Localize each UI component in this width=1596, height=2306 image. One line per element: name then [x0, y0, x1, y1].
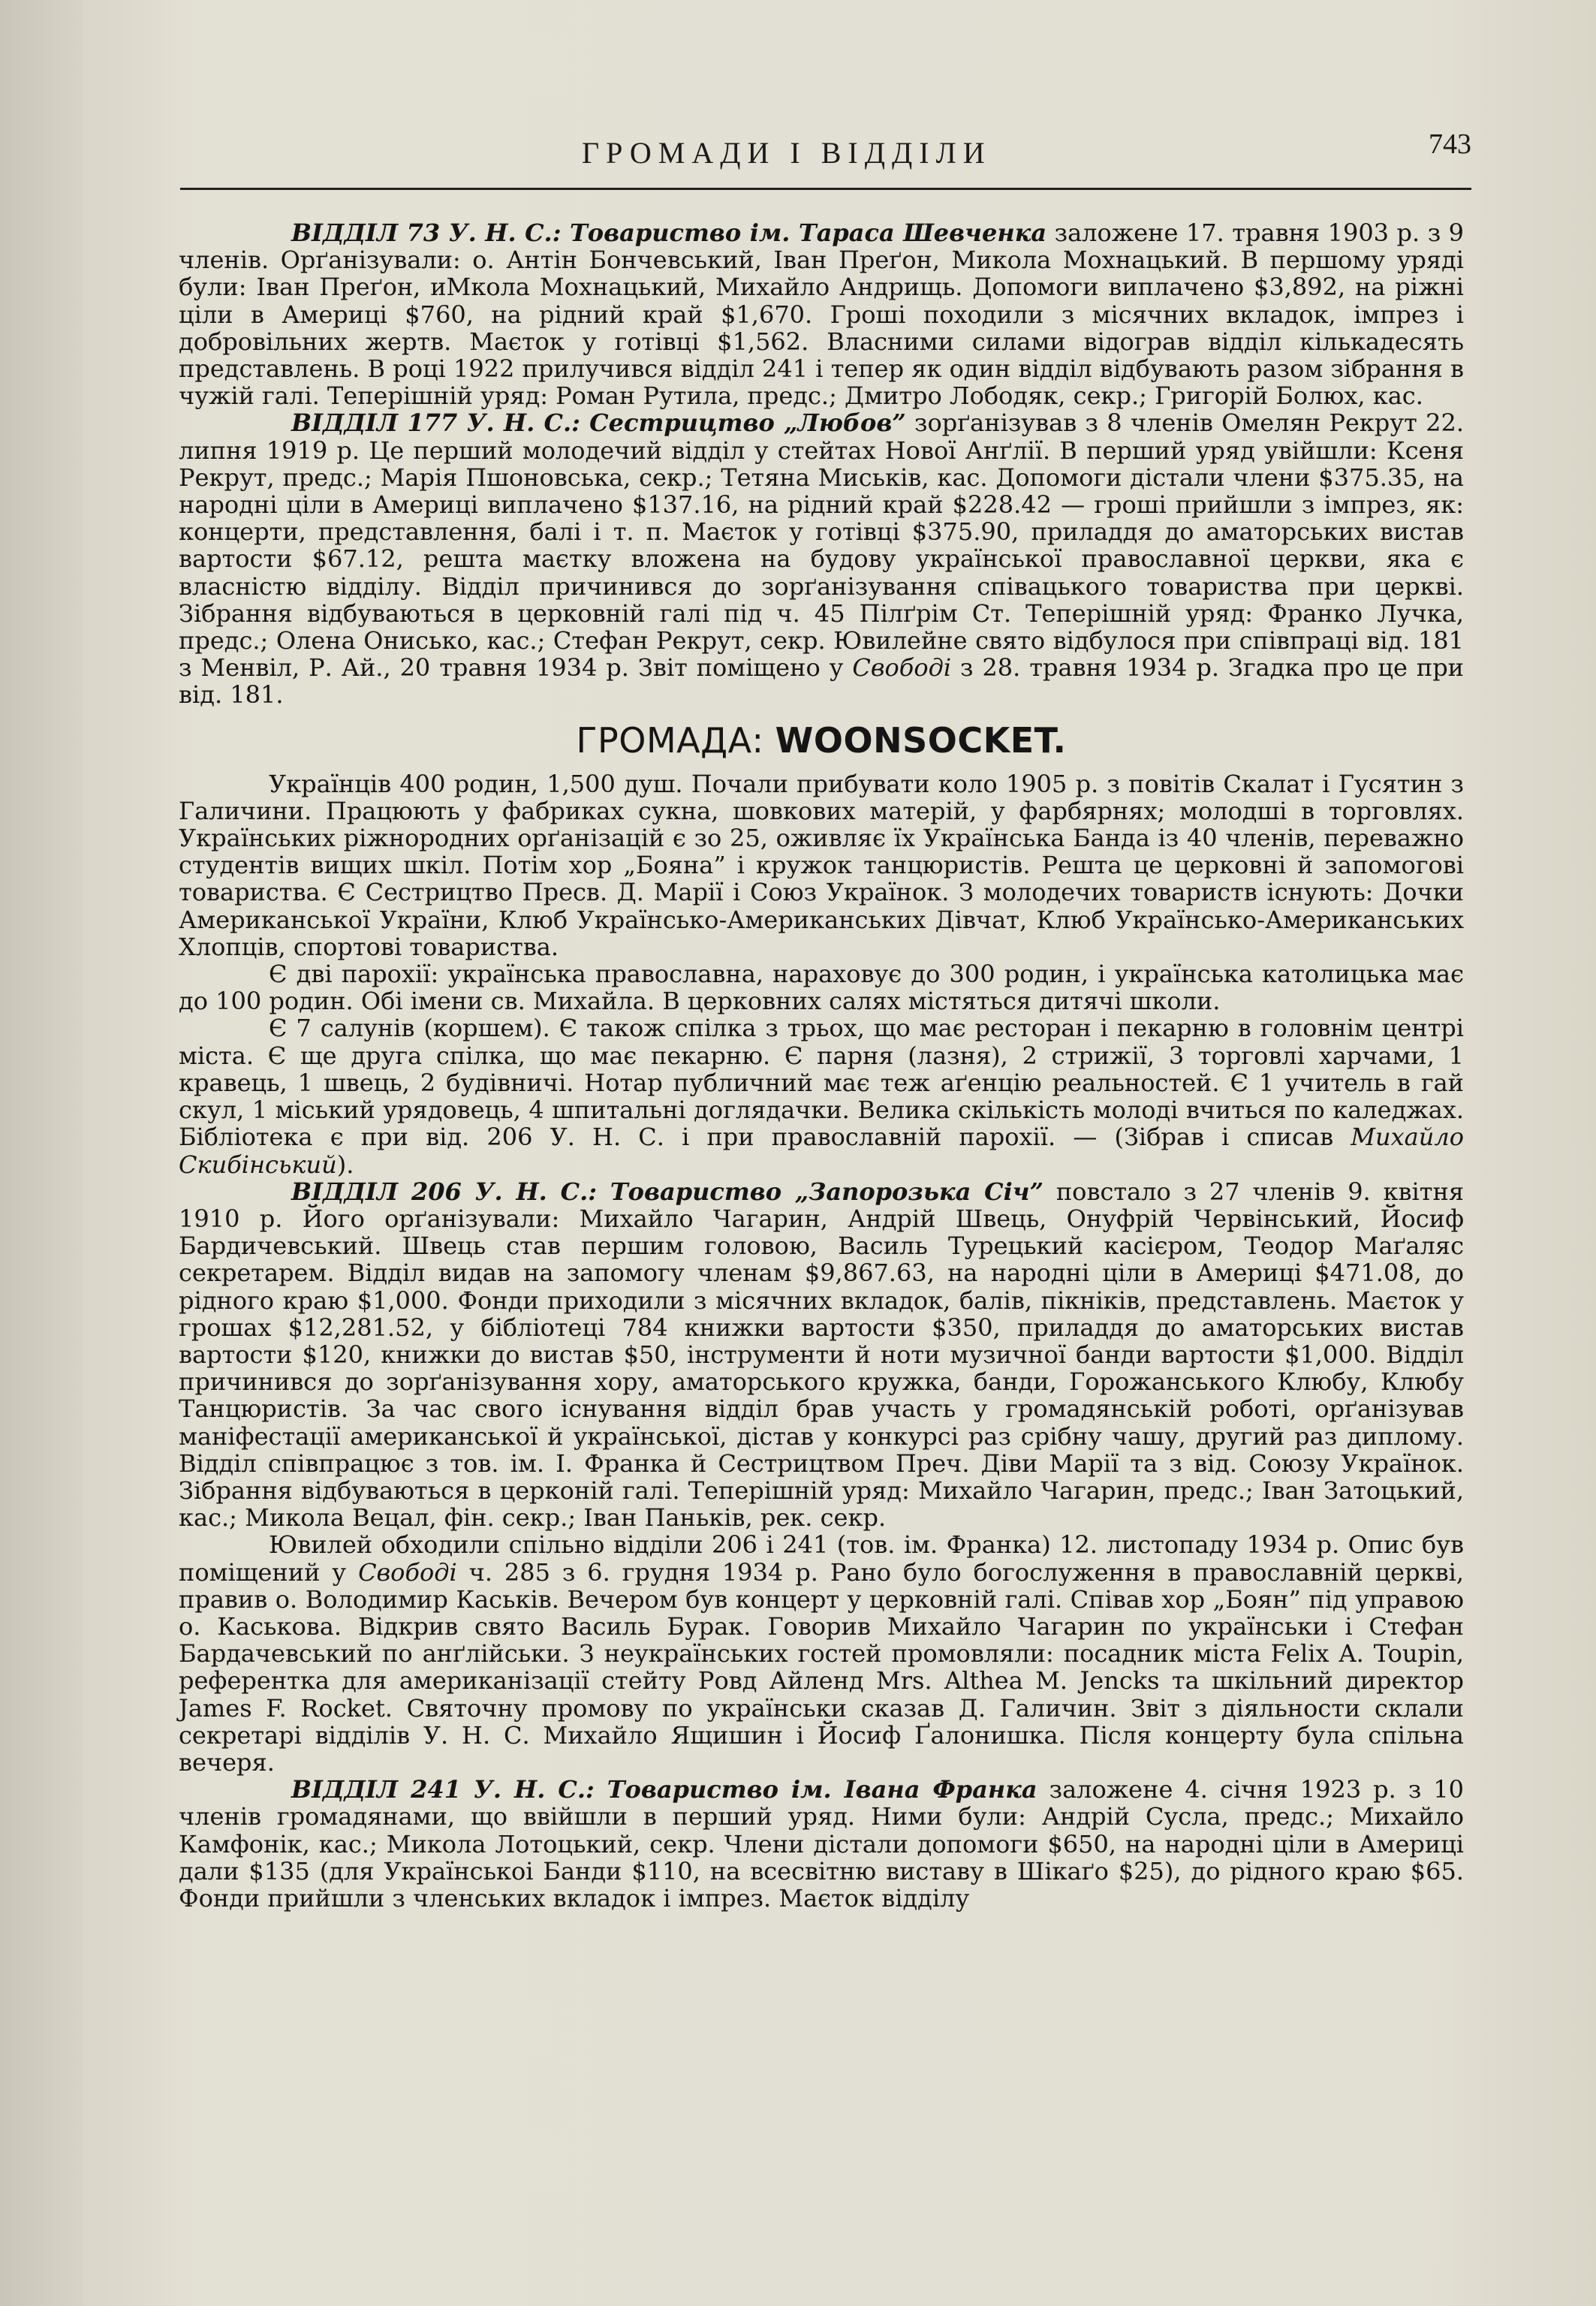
- paragraph-woonsocket-1: Українців 400 родин, 1,500 душ. Почали прибувати коло 1905 р. з повітів Скалат і Гусятин з Галичини. Працюють у фабриках сукна, шовкових матерій, у фарбярнях; молодші в торговлях. Українських ріжнородних орґанізацій є зо 25, оживляє їх Українська Банда із 40 членів, переважно студентів вищих шкіл. Потім хор „Бояна” і кружок танцюристів. Решта це церковні й запомогові товариства. Є Сестрицтво Пресв. Д. Марії і Союз Українок. З молодечих товариств існують: Дочки Американської України, Клюб Українсько-Американських Дівчат, Клюб Українсько-Американських Хлопців, спортові товариства.: [179, 769, 1464, 961]
- section-title-city: WOONSOCKET.: [775, 719, 1067, 761]
- paragraph-jubilee: [179, 1531, 1464, 1776]
- running-head-title: ГРОМАДИ І ВІДДІЛИ: [582, 136, 992, 170]
- paragraph-branch-73: [179, 219, 1464, 409]
- woonsocket-3-end: ).: [336, 1150, 354, 1179]
- branch-206-heading: ВІДДІЛ 206 У. Н. С.: Товариство „Запорозька Січ”: [291, 1177, 1044, 1206]
- branch-177-heading: ВІДДІЛ 177 У. Н. С.: Сестрицтво „Любов”: [291, 408, 906, 438]
- page-gutter: [0, 0, 83, 2306]
- paragraph-branch-241: [179, 1776, 1464, 1912]
- paragraph-woonsocket-2: Є дві парохії: українська православна, нараховує до 300 родин, і українська католицька має до 100 родин. Обі імени св. Михайла. В церковних салях містяться дитячі школи.: [179, 960, 1464, 1016]
- jubilee-text-b: ч. 285 з 6. грудня 1934 р. Рано було богослуження в православній церкві, правив о. Володимир Каськів. Вечером був концерт у церковній галі. Співав хор „Боян” під управою о. Каськова. Відкрив свято Василь Бурак. Говорив Михайло Чагарин по українськи і Стефан Бардачевський по анґлійськи. З неукраїнських гостей промовляли: посадник міста Felix A. Toupin, референтка для американізації стейту Ровд Айленд Mrs. Althea M. Jencks та шкільний директор James F. Rocket. Святочну промову по українськи сказав Д. Галичин. Звіт з діяльности склали секретарі відділів У. Н. С. Михайло Ящишин і Йосиф Ґалонишка. Після концерту була спільна вечеря.: [179, 1557, 1465, 1777]
- branch-73-text: заложене 17. травня 1903 р. з 9 членів. Орґанізували: о. Антін Бончевський, Іван Преґон, Микола Мохнацький. В першому уряді були: Іван Преґон, иМкола Мохнацький, Михайло Андрищь. Допомоги виплачено $3,892, на ріжні ціли в Америці $760, на рідний край $1,670. Гроші походили з місячних вкладок, імпрез і добровільних жертв. Маєток у готівці $1,562. Власними силами відограв відділ кількадесять представлень. В році 1922 прилучився відділ 241 і тепер як один відділ відбувають разом зібрання в чужій галі. Теперішній уряд: Роман Рутила, предс.; Дмитро Лободяк, секр.; Григорій Болюх, кас.: [179, 219, 1465, 411]
- branch-73-heading: ВІДДІЛ 73 У. Н. С.: Товариство ім. Тараса Шевченка: [291, 219, 1047, 247]
- branch-206-text: повстало з 27 членів 9. квітня 1910 р. Його орґанізували: Михайло Чагарин, Андрій Швець, Онуфрій Червінський, Йосиф Бардичевський. Швець став першим головою, Василь Турецький касієром, Теодор Маґаляс секретарем. Відділ видав на запомогу членам $9,867.63, на народні ціли в Америці $471.08, до рідного краю $1,000. Фонди приходили з місячних вкладок, балів, пікніків, представлень. Маєток у грошах $12,281.52, у бібліотеці 784 книжки вартости $350, приладдя до аматорських вистав вартости $120, книжки до вистав $50, інструменти й ноти музичної банди вартости $1,000. Відділ причинився до зорґанізування хору, аматорського кружка, банди, Горожанського Клюбу, Клюбу Танцюристів. За час свого існування відділ брав участь у громадянській роботі, орґанізував маніфестації американської й української, дістав у конкурсі раз срібну чашу, другий раз диплому. Відділ співпрацює з тов. ім. І. Франка й Сестрицтвом Преч. Діви Марії та з від. Союзу Українок. Зібрання відбуваються в церконій галі. Теперішній уряд: Михайло Чагарин, предс.; Іван Затоцький, кас.; Микола Вецал, фін. секр.; Іван Паньків, рек. секр.: [179, 1177, 1465, 1533]
- branch-177-source: Свободі: [852, 653, 952, 683]
- branch-241-text: заложене 4. січня 1923 р. з 10 членів громадянами, що ввійшли в перший уряд. Ними були: Андрій Сусла, предс.; Михайло Камфонік, кас.; Микола Лотоцький, секр. Члени дістали допомоги $650, на народні ціли в Америці дали $135 (для Українськоі Банди $110, на всесвітню виставу в Шікаґо $25), до рідного краю $65. Фонди прийшли з членських вкладок і імпрез. Маєток відділу: [179, 1775, 1465, 1913]
- jubilee-source: Свободі: [358, 1557, 457, 1587]
- branch-177-text: зорґанізував з 8 членів Омелян Рекрут 22. липня 1919 р. Це перший молодечий відділ у стейтах Нової Анґлії. В перший уряд увійшли: Ксеня Рекрут, предс.; Марія Пшоновська, секр.; Тетяна Миськів, кас. Допомоги дістали члени $375.35, на народні ціли в Америці виплачено $137.16, на рідний край $228.42 — гроші прийшли з імпрез, як: концерти, представлення, балі і т. п. Маєток у готівці $375.90, приладдя до аматорських вистав вартости $67.12, решта маєтку вложена на будову української православної церкви, яка є власністю відділу. Відділ причинився до зорґанізування співацького товариства при церкві. Зібрання відбуваються в церковній галі під ч. 45 Пілґрім Ст. Теперішній уряд: Франко Лучка, предс.; Олена Онисько, кас.; Стефан Рекрут, секр. Ювилейне свято відбулося при співпраці від. 181 з Менвіл, Р. Ай., 20 травня 1934 р. Звіт поміщено у: [179, 408, 1465, 683]
- paragraph-woonsocket-3: [179, 1014, 1464, 1177]
- section-title: [179, 719, 1464, 761]
- woonsocket-3-text: Є 7 салунів (коршем). Є також спілка з трьох, що має ресторан і пекарню в головнім центрі міста. Є ще друга спілка, що має пекарню. Є парня (лазня), 2 стрижії, 3 торговлі харчами, 1 кравець, 1 швець, 2 будівничі. Нотар публичний має теж аґенцію реальностей. Є 1 учитель в гай скул, 1 міський урядовець, 4 шпитальні доглядачки. Велика скількість молоді вчиться по каледжах. Бібліотека є при від. 206 У. Н. С. і при православній парохії. — (Зібрав і списав: [179, 1014, 1464, 1152]
- branch-177-tail: з 28. травня 1934 р. Згадка про це при від. 181.: [179, 653, 1465, 710]
- woonsocket-3-author: Михайло Скибінський: [179, 1123, 1464, 1179]
- branch-241-heading: ВІДДІЛ 241 У. Н. С.: Товариство ім. Івана Франка: [291, 1775, 1037, 1804]
- section-title-prefix: ГРОМАДА:: [576, 719, 775, 761]
- header-rule: [180, 188, 1471, 190]
- paragraph-branch-177: [179, 409, 1464, 708]
- page-body: [179, 219, 1464, 1912]
- page-number: 743: [1429, 128, 1471, 160]
- jubilee-text-a: Ювилей обходили спільно відділи 206 і 241 (тов. ім. Франка) 12. листопаду 1934 р. Опис був поміщений у: [179, 1530, 1464, 1587]
- paragraph-branch-206: [179, 1178, 1464, 1532]
